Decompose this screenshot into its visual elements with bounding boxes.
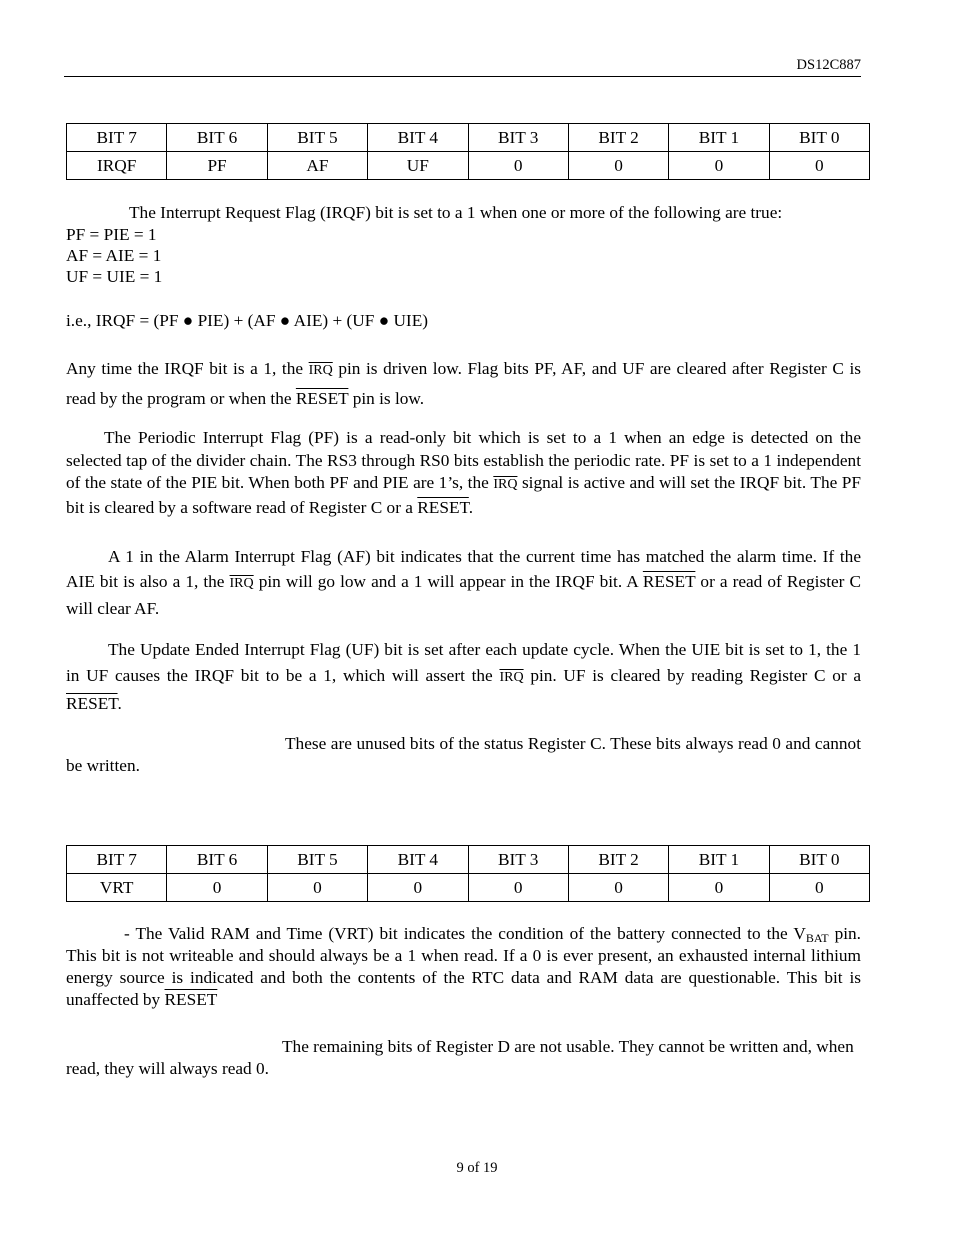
bit-value: UF: [368, 152, 468, 180]
bit-value: 0: [468, 152, 568, 180]
bit-label: BIT 0: [769, 846, 869, 874]
vrt-paragraph: [66, 923, 861, 1011]
uf-paragraph-text: .: [117, 694, 122, 713]
bit-label: BIT 3: [468, 124, 568, 152]
bit-label: BIT 4: [368, 124, 468, 152]
vrt-paragraph-text: - The Valid RAM and Time (VRT) bit indicates the condition of the battery connected to the V: [124, 924, 806, 943]
uf-paragraph: [66, 637, 861, 717]
unused-bits-c-paragraph: These are unused bits of the status Register C. These bits always read 0 and cannot be written.: [66, 734, 861, 775]
reset-signal: RESET: [66, 694, 118, 713]
register-d-bit-row: [67, 846, 870, 874]
irqf-paragraph: [66, 355, 861, 413]
bit-label: BIT 0: [769, 124, 869, 152]
bit-label: BIT 5: [267, 124, 367, 152]
register-c-table: [66, 123, 870, 180]
register-d-table: [66, 845, 870, 902]
bit-label: BIT 1: [669, 846, 769, 874]
bit-value: 0: [568, 152, 668, 180]
af-paragraph-text: A 1 in the Alarm Interrupt Flag (AF) bit indicates that the current time has matched the alarm time. If the AIE bit is also a 1, the: [66, 547, 861, 591]
bit-value: 0: [167, 874, 267, 902]
irq-signal: $\overline{IRQ}$: [493, 477, 518, 492]
bit-value: PF: [167, 152, 267, 180]
reset-signal: RESET: [417, 497, 469, 517]
pf-paragraph-text: The Periodic Interrupt Flag (PF) is a read-only bit which is set to a 1 when an edge is detected on the selected tap of the divider chain. The RS3 through RS0 bits establish the periodic rate. PF is set to a 1 independent of the state of the PIE bit. When both PF and PIE are 1’s, the: [66, 428, 861, 492]
bit-label: BIT 3: [468, 846, 568, 874]
bit-value: 0: [368, 874, 468, 902]
vbat-subscript: BAT: [805, 931, 829, 945]
bit-value: 0: [769, 874, 869, 902]
irq-signal: $\overline{IRQ}$: [308, 363, 333, 378]
register-c-value-row: [67, 152, 870, 180]
reset-signal: RESET: [164, 990, 218, 1009]
vrt-paragraph-text: pin. This bit is not writeable and should always be a 1 when read. If a 0 is ever present, an exhausted internal lithium energy source is indicated and both the contents of the RTC data and RAM data are questionable. This bit is unaffected by: [66, 924, 861, 1009]
bit-value: 0: [669, 874, 769, 902]
page-number: 9 of 19: [456, 1160, 498, 1176]
irqf-paragraph-text: pin is low.: [352, 389, 425, 408]
irqf-intro: The Interrupt Request Flag (IRQF) bit is set to a 1 when one or more of the following are true:: [129, 203, 783, 222]
uf-paragraph-text: The Update Ended Interrupt Flag (UF) bit is set after each update cycle. When the UIE bit is set to 1, the 1 in UF causes the IRQF bit to be a 1, which will assert the: [66, 640, 861, 685]
bit-label: BIT 1: [669, 124, 769, 152]
af-paragraph-text: pin will go low and a 1 will appear in the IRQF bit. A: [258, 572, 638, 591]
bit-label: BIT 7: [67, 124, 167, 152]
bit-value: IRQF: [67, 152, 167, 180]
bit-value: 0: [468, 874, 568, 902]
bit-label: BIT 5: [267, 846, 367, 874]
register-c-bit-row: [67, 124, 870, 152]
irqf-equation: i.e., IRQF = (PF ● PIE) + (AF ● AIE) + (UF ● UIE): [66, 311, 429, 330]
uf-paragraph-text: pin. UF is cleared by reading Register C or a: [530, 666, 861, 685]
irqf-condition-uf: UF = UIE = 1: [66, 267, 163, 286]
irqf-condition-af: AF = AIE = 1: [66, 246, 162, 265]
pf-paragraph-text: signal is active and will set the IRQF bit. The PF bit is cleared by a software read of Register C or a: [66, 473, 861, 517]
register-d-value-row: [67, 874, 870, 902]
pf-paragraph: [66, 427, 861, 519]
bit-label: BIT 7: [67, 846, 167, 874]
bit-value: 0: [769, 152, 869, 180]
unused-bits-d-paragraph: The remaining bits of Register D are not usable. They cannot be written and, when read, they will always read 0.: [66, 1037, 854, 1078]
bit-value: AF: [267, 152, 367, 180]
bit-label: BIT 2: [568, 124, 668, 152]
document-id: DS12C887: [796, 57, 861, 73]
bit-label: BIT 2: [568, 846, 668, 874]
irqf-paragraph-text: Any time the IRQF bit is a 1, the: [66, 359, 304, 378]
bit-label: BIT 4: [368, 846, 468, 874]
pf-paragraph-text: .: [468, 497, 474, 517]
irq-signal: $\overline{IRQ}$: [229, 576, 254, 591]
af-paragraph: [66, 544, 861, 621]
bit-label: BIT 6: [167, 846, 267, 874]
af-paragraph-text: or a read of Register C will clear AF.: [66, 572, 861, 618]
bit-label: BIT 6: [167, 124, 267, 152]
reset-signal: RESET: [642, 572, 696, 591]
bit-value: VRT: [67, 874, 167, 902]
bit-value: 0: [267, 874, 367, 902]
irqf-paragraph-text: pin is driven low. Flag bits PF, AF, and UF are cleared after Register C is read by the program or when the: [66, 359, 861, 408]
irqf-condition-pf: PF = PIE = 1: [66, 225, 157, 244]
bit-value: 0: [669, 152, 769, 180]
bit-value: 0: [568, 874, 668, 902]
header-rule: [64, 76, 861, 77]
reset-signal: RESET: [295, 389, 349, 408]
irq-signal: $\overline{IRQ}$: [499, 670, 524, 685]
